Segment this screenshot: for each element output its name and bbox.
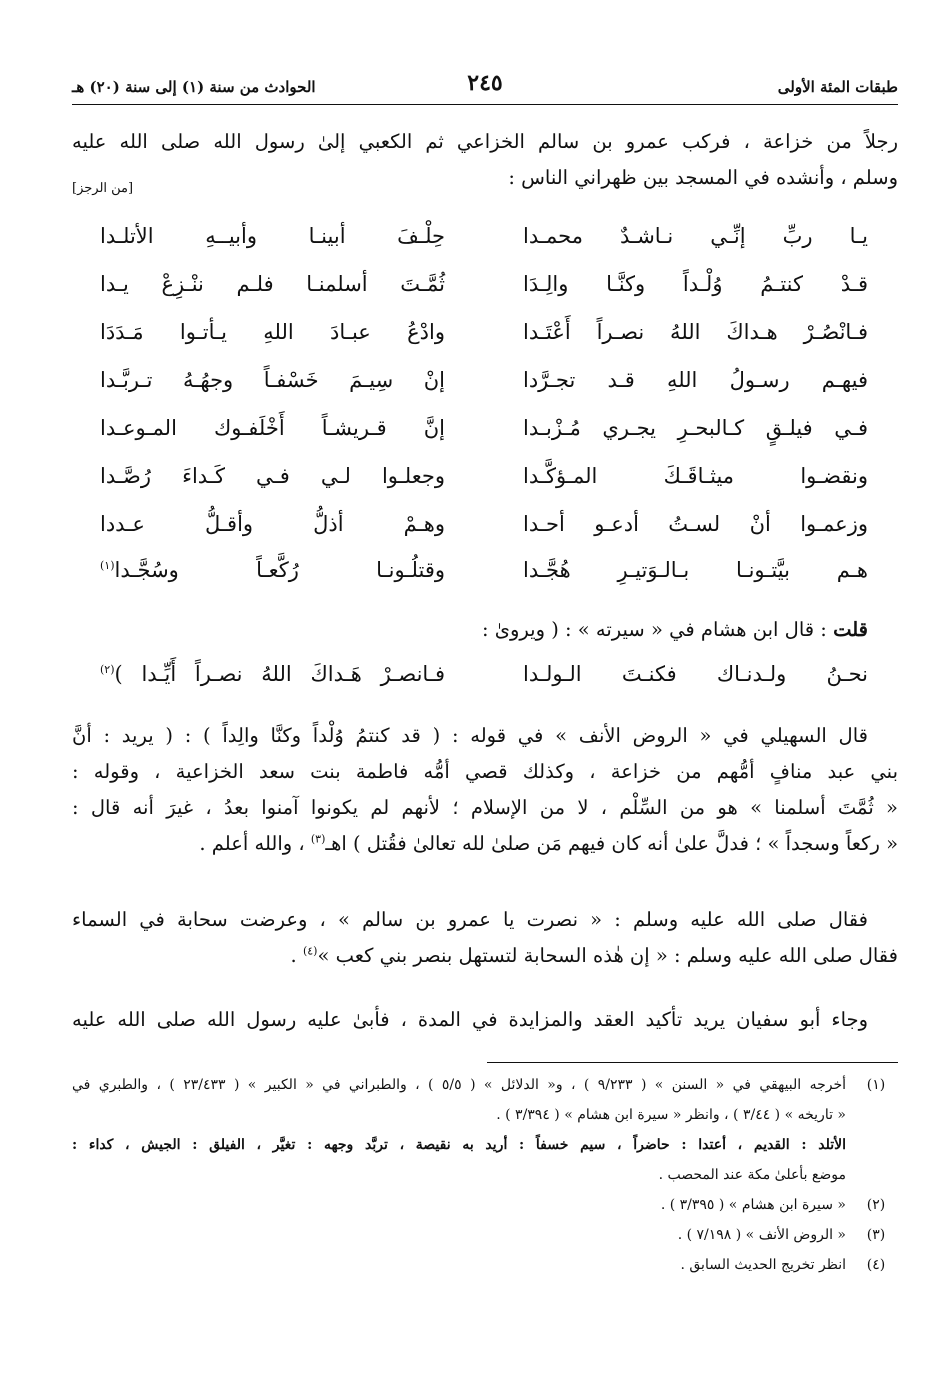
verse-hemistich-second: إنَّ قـريشـاً أَخْلَفـوك المـوعـدا	[100, 416, 445, 440]
suhayli-line-3: « ثُمَّتَ أسلمنا » هو من السِّلْم ، لا من الإسلام ؛ لأنهم لم يكونوا آمنوا بعدُ ، غيرَ أنه قال :	[72, 796, 898, 819]
verse-hemistich-first: يـا ربِّ إنِّـي نـاشـدٌ محمـدا	[523, 224, 868, 248]
footnote-number: (٤)	[866, 1257, 886, 1273]
suhayli-text: « ركعاً وسجداً » ؛ فدلَّ علىٰ أنه كان فيهم مَن صلىٰ لله تعالىٰ فقُتل ) اهـ	[325, 832, 898, 855]
verse-line-2	[100, 272, 868, 312]
footnote-ref-4: (٤)	[302, 944, 318, 958]
prophet-line-1: فقال صلى الله عليه وسلم : « نصرت يا عمرو بن سالم » ، وعرضت سحابة في السماء	[72, 908, 868, 931]
footnote-line: انظر تخريج الحديث السابق .	[680, 1257, 846, 1273]
header-divider	[72, 104, 898, 105]
verse-hemistich-second: وجعلـوا لـي فـي كَـداءَ رُصَّـدا	[100, 464, 445, 488]
footnote-line: « تاريخه » ( ٣/٤٤ ) ، وانظر « سيرة ابن هشام » ( ٣/٣٩٤ ) .	[496, 1107, 846, 1123]
verse-hemistich-first: هـم بيَّتـونـا بـالـوَتيـرِ هُجَّـدا	[523, 558, 868, 582]
footnote-number: (٢)	[866, 1197, 886, 1213]
qult-line	[72, 612, 898, 648]
verse-line-1	[100, 224, 868, 264]
verse-hemistich-second: وادْعُ عبـادَ اللهِ يـأتـوا مَـدَدَا	[100, 320, 445, 344]
verse-hemistich-first: فـانْصُـرْ هـداكَ اللهُ نصـراً أَعْتَـدا	[523, 320, 868, 344]
verse-line-8	[100, 558, 868, 598]
verse-hemistich-first: قـدْ كنتـمُ وُلْـداً وكنَّـا والِـدَا	[523, 272, 868, 296]
verse-hemistich-second: إنْ سِيـمَ خَسْفـاً وجهُـهُ تـربَّـدا	[100, 368, 445, 392]
footnote-line: الأتلد : القديم ، أعتدا : حاضراً ، سيم خسفاً : أريد به نقيصة ، تربَّد وجهه : تغيَّر ، الفيلق : الجيش ، كداء :	[72, 1137, 846, 1153]
footnote-line: « الروض الأنف » ( ٧/١٩٨ ) .	[677, 1227, 846, 1243]
footnote-ref-3: (٣)	[310, 832, 326, 846]
verse-hemistich-second	[100, 558, 445, 582]
last-line: وجاء أبو سفيان يريد تأكيد العقد والمزايدة في المدة ، فأبىٰ عليه رسول الله صلى الله عليه	[72, 1008, 868, 1031]
verse-hemistich-first: نحـنُ ولـدنـاك فكنـتَ الـولـدا	[523, 662, 868, 686]
qult-label: قلت	[833, 618, 868, 641]
verse-line-6	[100, 464, 868, 504]
verse-hemistich-first: فـي فيلـقٍ كـالبحـرِ يجـري مُـزْبـدا	[523, 416, 868, 440]
footnote-3	[72, 1220, 898, 1250]
verse-hemistich-second: ثُمَّـتَ أسلمنـا فلـم ننْـزِعْ يـدا	[100, 272, 445, 296]
intro-line-2: وسلم ، وأنشده في المسجد بين ظهراني الناس :	[508, 166, 898, 189]
prophet-line-2	[72, 938, 898, 974]
qult-text: : قال ابن هشام في « سيرته » : ( ويروىٰ :	[481, 618, 827, 641]
footnote-number: (٣)	[866, 1227, 886, 1243]
verse-line-7	[100, 512, 868, 552]
footnote-ref-1: (١)	[100, 559, 115, 572]
suhayli-line-1: قال السهيلي في « الروض الأنف » في قوله : ( قد كنتمُ وُلْداً وكنَّا والِداً ) : ( يريد : أنَّ	[72, 724, 868, 747]
verse-line-3	[100, 320, 868, 360]
suhayli-line-4	[72, 826, 898, 862]
footnote-1	[72, 1070, 898, 1190]
footnote-4	[72, 1250, 898, 1280]
suhayli-paragraph	[72, 718, 898, 862]
book-title: طبقات المئة الأولى	[777, 78, 898, 96]
intro-line-1: رجلاً من خزاعة ، فركب عمرو بن سالم الخزاعي ثم الكعبي إلىٰ رسول الله صلى الله عليه	[72, 130, 898, 153]
verse-text: فـانصـرْ هَـداكَ اللهُ نصـراً أَيِّـدا )	[114, 662, 445, 686]
verse-line-5	[100, 416, 868, 456]
verse-hemistich-second: وهـمْ أذلُّ وأقـلُّ عـددا	[100, 512, 445, 536]
verse-hemistich-first: فيهـم رسـولُ اللهِ قـد تجـرَّدا	[523, 368, 868, 392]
intro-paragraph	[72, 124, 898, 196]
page-header	[72, 68, 898, 102]
prophet-text: فقال صلى الله عليه وسلم : « إن هٰذه السحابة لتستهل بنصر بني كعب »	[317, 944, 898, 967]
footnote-line: « سيرة ابن هشام » ( ٣/٣٩٥ ) .	[660, 1197, 846, 1213]
qult-paragraph	[72, 612, 898, 648]
footnote-ref-2: (٢)	[100, 663, 115, 676]
verse-text: وقتلُـونـا رُكَّعـاً وسُجَّـدا	[114, 558, 445, 582]
footnotes	[72, 1070, 898, 1280]
footnote-line: موضع بأعلىٰ مكة عند المحصب .	[658, 1167, 846, 1183]
verse-hemistich-second: حِلْـفَ أبينـا وأبيــهِ الأتلـدا	[100, 224, 445, 248]
prophet-text-end: .	[290, 944, 303, 967]
verse-hemistich-first: وزعمـوا أنْ لسـتُ أدعـو أحـدا	[523, 512, 868, 536]
page-number: ٢٤٥	[467, 70, 503, 96]
last-paragraph	[72, 1002, 898, 1038]
footnote-divider	[487, 1062, 898, 1063]
verse-hemistich-second	[100, 662, 445, 686]
footnote-2	[72, 1190, 898, 1220]
footnote-number: (١)	[866, 1077, 886, 1093]
running-title: الحوادث من سنة (١) إلى سنة (٢٠) هـ	[72, 78, 316, 96]
meter-label: [من الرجز]	[72, 181, 134, 196]
verse-hemistich-first: ونقضـوا ميثـاقَـكَ المـؤكَّـدا	[523, 464, 868, 488]
suhayli-line-2: بني عبد منافٍ أمُّهم من خزاعة ، وكذلك قصي أمُّه فاطمة بنت سعد الخزاعية ، وقوله :	[72, 760, 898, 783]
verse-line-4	[100, 368, 868, 408]
qult-verse	[100, 662, 868, 702]
suhayli-text-end: ، والله أعلم .	[199, 832, 311, 855]
prophet-paragraph	[72, 902, 898, 974]
footnote-line: أخرجه البيهقي في « السنن » ( ٩/٢٣٣ ) ، و« الدلائل » ( ٥/٥ ) ، والطبراني في « الكبير » ( ٢٣/٤٣٣ ) ، والطبري في	[72, 1077, 847, 1093]
